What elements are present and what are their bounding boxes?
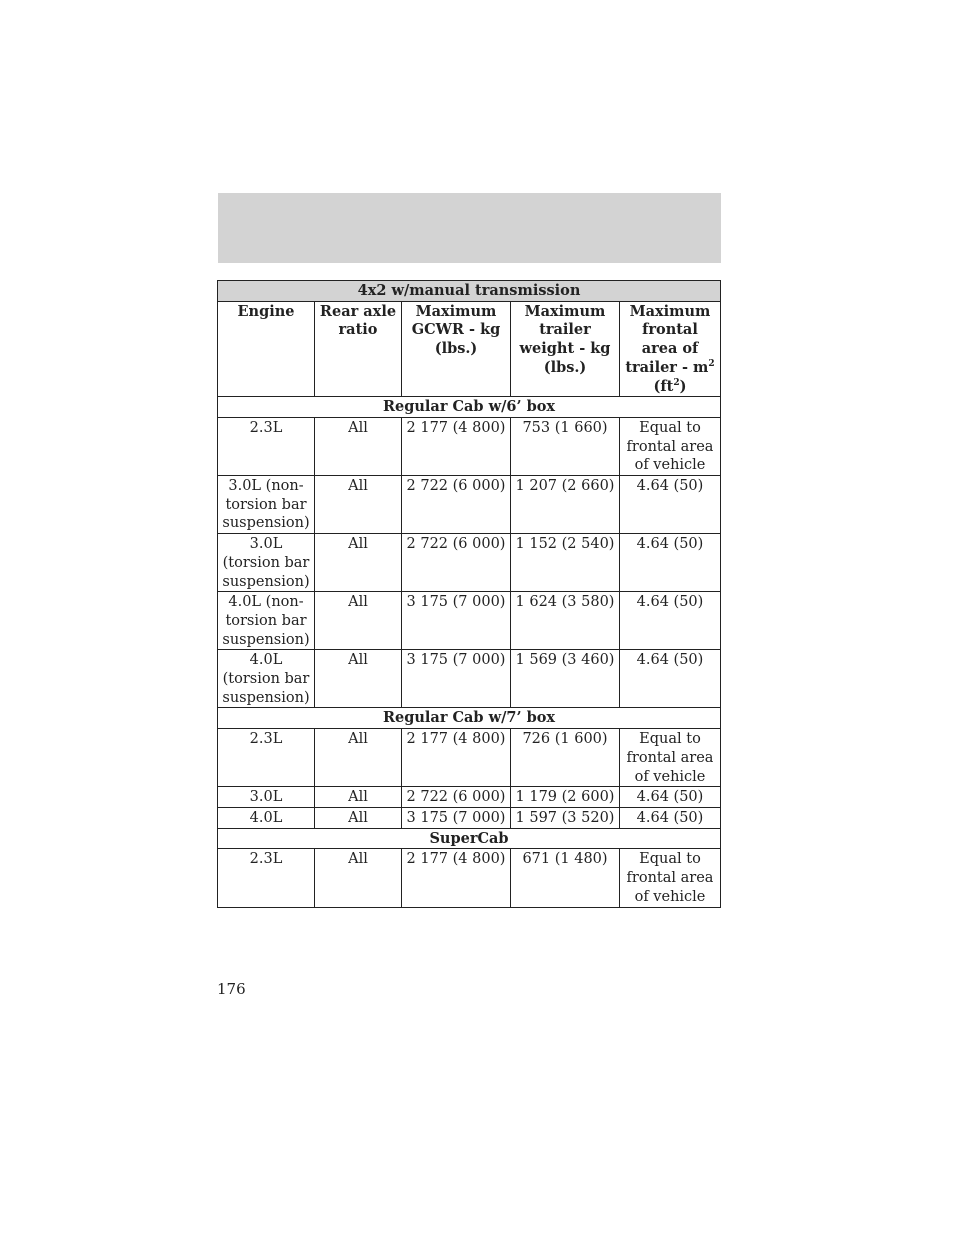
cell-max-trailer-weight: 1 569 (3 460) <box>511 650 620 708</box>
section-header-row <box>218 397 721 418</box>
cell-max-trailer-weight: 1 207 (2 660) <box>511 476 620 534</box>
cell-max-gcwr: 2 722 (6 000) <box>402 787 511 808</box>
table-row <box>218 417 721 475</box>
header-max-trailer-weight: Maximum trailer weight - kg (lbs.) <box>511 301 620 397</box>
cell-max-frontal-area: 4.64 (50) <box>620 534 721 592</box>
cell-max-trailer-weight: 671 (1 480) <box>511 849 620 907</box>
cell-max-trailer-weight: 1 179 (2 600) <box>511 787 620 808</box>
cell-engine: 3.0L (non-torsion bar suspension) <box>218 476 315 534</box>
cell-max-frontal-area: 4.64 (50) <box>620 787 721 808</box>
section-title: Regular Cab w/7’ box <box>218 708 721 729</box>
table-row <box>218 476 721 534</box>
cell-max-gcwr: 3 175 (7 000) <box>402 592 511 650</box>
cell-max-frontal-area: 4.64 (50) <box>620 650 721 708</box>
cell-engine: 2.3L <box>218 729 315 787</box>
header-band <box>218 193 721 263</box>
cell-max-gcwr: 2 177 (4 800) <box>402 849 511 907</box>
cell-engine: 2.3L <box>218 849 315 907</box>
cell-max-frontal-area: 4.64 (50) <box>620 592 721 650</box>
cell-max-frontal-area: Equal to frontal area of vehicle <box>620 417 721 475</box>
cell-max-trailer-weight: 726 (1 600) <box>511 729 620 787</box>
cell-engine: 3.0L (torsion bar suspension) <box>218 534 315 592</box>
column-header-row <box>218 301 721 397</box>
cell-max-trailer-weight: 1 152 (2 540) <box>511 534 620 592</box>
table-row <box>218 849 721 907</box>
cell-rear-axle-ratio: All <box>315 787 402 808</box>
header-engine: Engine <box>218 301 315 397</box>
page-number: 176 <box>217 980 246 998</box>
section-header-row <box>218 708 721 729</box>
section-title: Regular Cab w/6’ box <box>218 397 721 418</box>
table-row <box>218 787 721 808</box>
cell-max-gcwr: 2 177 (4 800) <box>402 729 511 787</box>
table-row <box>218 534 721 592</box>
table-title: 4x2 w/manual transmission <box>218 281 721 302</box>
cell-engine: 4.0L (non-torsion bar suspension) <box>218 592 315 650</box>
cell-rear-axle-ratio: All <box>315 417 402 475</box>
header-rear-axle-ratio: Rear axle ratio <box>315 301 402 397</box>
section-title: SuperCab <box>218 828 721 849</box>
cell-engine: 4.0L (torsion bar suspension) <box>218 650 315 708</box>
cell-max-gcwr: 2 722 (6 000) <box>402 476 511 534</box>
cell-rear-axle-ratio: All <box>315 729 402 787</box>
cell-max-trailer-weight: 1 597 (3 520) <box>511 807 620 828</box>
table-row <box>218 729 721 787</box>
cell-engine: 4.0L <box>218 807 315 828</box>
header-max-frontal-area: Maximum frontal area of trailer - $m^2$ $(ft^2)$ <box>620 301 721 397</box>
table-row <box>218 807 721 828</box>
header-max-gcwr: Maximum GCWR - kg (lbs.) <box>402 301 511 397</box>
cell-rear-axle-ratio: All <box>315 592 402 650</box>
cell-max-gcwr: 3 175 (7 000) <box>402 807 511 828</box>
cell-rear-axle-ratio: All <box>315 849 402 907</box>
cell-max-gcwr: 2 722 (6 000) <box>402 534 511 592</box>
cell-max-trailer-weight: 753 (1 660) <box>511 417 620 475</box>
section-header-row <box>218 828 721 849</box>
cell-rear-axle-ratio: All <box>315 534 402 592</box>
cell-engine: 2.3L <box>218 417 315 475</box>
cell-max-trailer-weight: 1 624 (3 580) <box>511 592 620 650</box>
cell-max-frontal-area: Equal to frontal area of vehicle <box>620 849 721 907</box>
cell-rear-axle-ratio: All <box>315 807 402 828</box>
cell-max-gcwr: 3 175 (7 000) <box>402 650 511 708</box>
table-row <box>218 650 721 708</box>
cell-max-frontal-area: 4.64 (50) <box>620 807 721 828</box>
cell-engine: 3.0L <box>218 787 315 808</box>
table-title-row <box>218 281 721 302</box>
table-body <box>218 397 721 907</box>
table-row <box>218 592 721 650</box>
cell-rear-axle-ratio: All <box>315 476 402 534</box>
towing-spec-table <box>217 280 721 908</box>
cell-max-frontal-area: 4.64 (50) <box>620 476 721 534</box>
cell-rear-axle-ratio: All <box>315 650 402 708</box>
cell-max-gcwr: 2 177 (4 800) <box>402 417 511 475</box>
cell-max-frontal-area: Equal to frontal area of vehicle <box>620 729 721 787</box>
